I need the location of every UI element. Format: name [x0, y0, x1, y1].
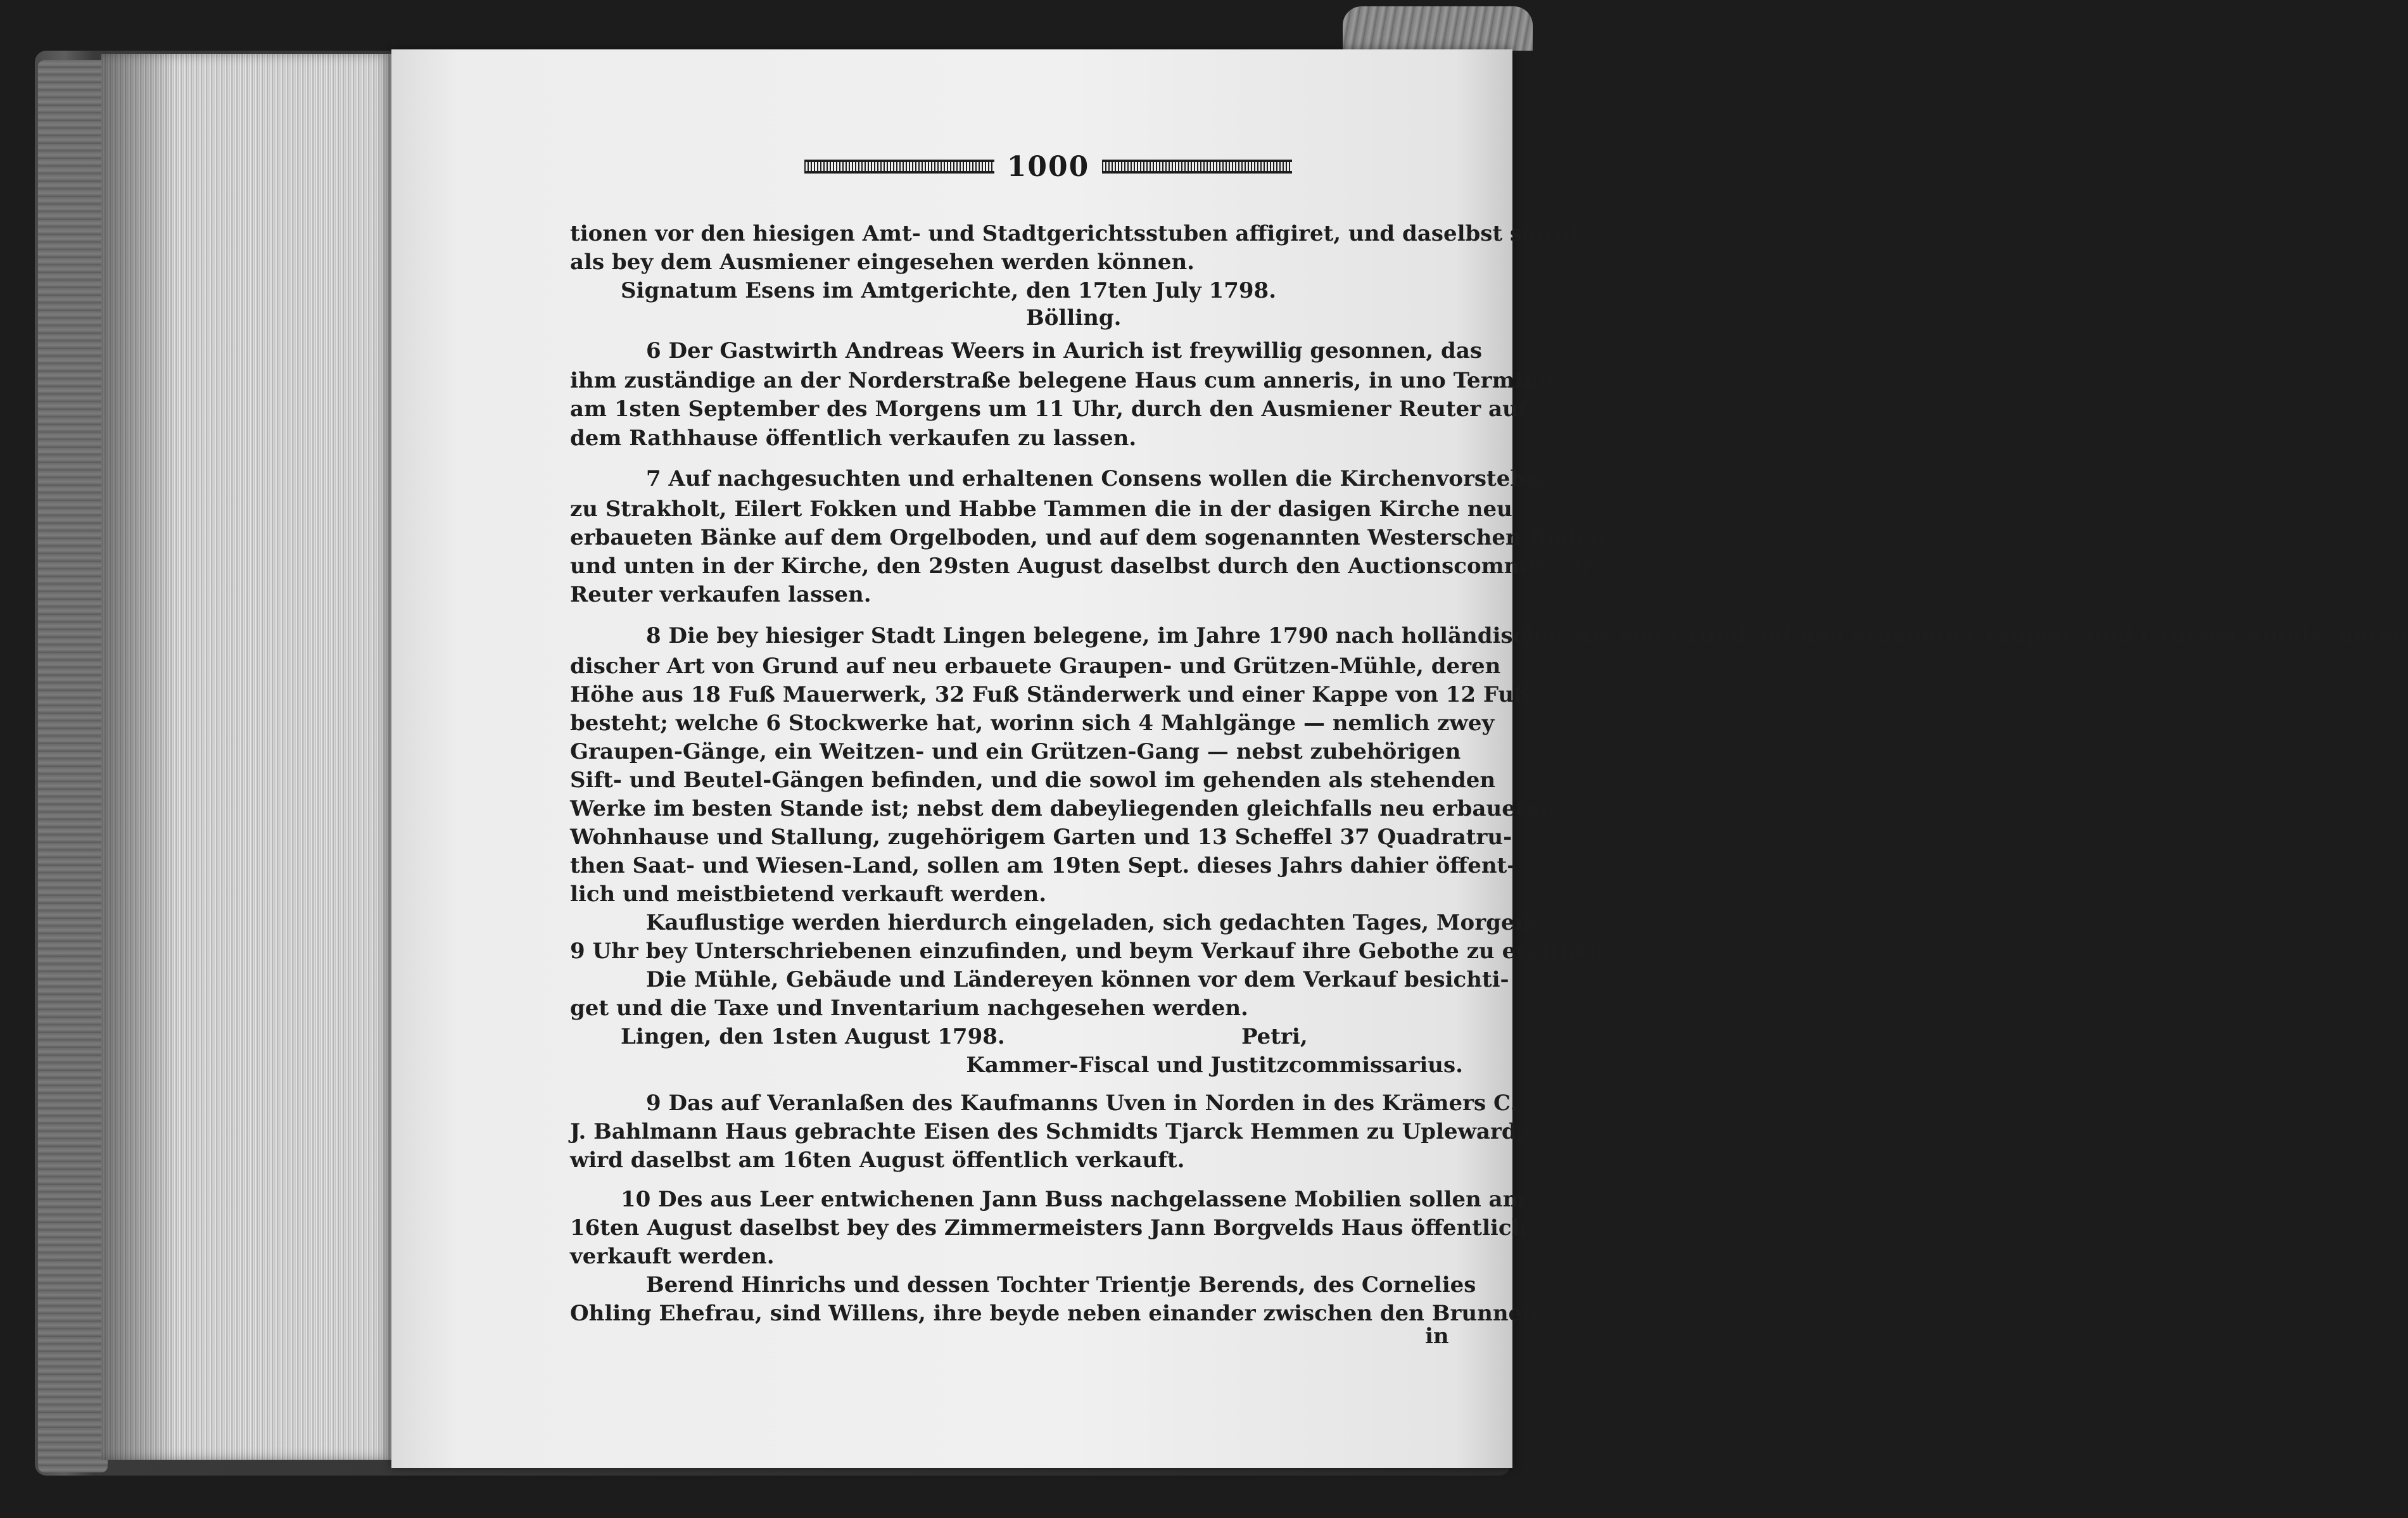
book-spine — [38, 60, 108, 1472]
text-line: 6 Der Gastwirth Andreas Weers in Aurich ist freywillig gesonnen, das — [646, 338, 1482, 364]
text-line: erbaueten Bänke auf dem Orgelboden, und auf dem sogenannten Westerschen Boden — [570, 525, 1606, 550]
text-line: wird daselbst am 16ten August öffentlich verkauft. — [570, 1148, 1185, 1173]
text-line: ihm zuständige an der Norderstraße belegene Haus cum anneris, in uno Termino — [570, 368, 1553, 393]
text-line: 8 Die bey hiesiger Stadt Lingen belegene, im Jahre 1790 nach holländischer Art von Grund auf neu erbauete Graupen- und Grützen-Mühle, deren — [646, 623, 2408, 648]
page-header — [804, 151, 1292, 182]
page-number: 1000 — [1006, 150, 1090, 183]
text-line: 7 Auf nachgesuchten und erhaltenen Consens wollen die Kirchenvorsteher — [646, 466, 1551, 491]
text-line: discher Art von Grund auf neu erbauete Graupen- und Grützen-Mühle, deren — [570, 654, 1501, 679]
text-line: lich und meistbietend verkauft werden. — [570, 882, 1047, 907]
text-line: then Saat- und Wiesen-Land, sollen am 19ten Sept. dieses Jahrs dahier öffent- — [570, 853, 1516, 878]
header-rule-left — [804, 160, 994, 174]
text-line: besteht; welche 6 Stockwerke hat, worinn sich 4 Mahlgänge — nemlich zwey — [570, 711, 1495, 736]
text-line: und unten in der Kirche, den 29sten August daselbst durch den Auctionscommissair — [570, 553, 1593, 579]
text-line: tionen vor den hiesigen Amt- und Stadtgerichtsstuben affigiret, und daselbst sowol — [570, 221, 1578, 246]
text-line: Reuter verkaufen lassen. — [570, 582, 871, 607]
text-line: 9 Das auf Veranlaßen des Kaufmanns Uven in Norden in des Krämers C. — [646, 1091, 1518, 1116]
text-line: Graupen-Gänge, ein Weitzen- und ein Grützen-Gang — nebst zubehörigen — [570, 739, 1461, 764]
signature-line: Petri, — [1241, 1024, 1308, 1049]
text-line: Ohling Ehefrau, sind Willens, ihre beyde neben einander zwischen den Brunnen — [570, 1301, 1538, 1326]
text-line: 10 Des aus Leer entwichenen Jann Buss nachgelassene Mobilien sollen am — [621, 1187, 1526, 1212]
place-date-line: Lingen, den 1sten August 1798. — [621, 1024, 1005, 1049]
text-line: get und die Taxe und Inventarium nachgesehen werden. — [570, 996, 1248, 1021]
text-line: als bey dem Ausmiener eingesehen werden können. — [570, 250, 1194, 275]
signature-title-line: Kammer-Fiscal und Justitzcommissarius. — [966, 1053, 1463, 1078]
text-line: J. Bahlmann Haus gebrachte Eisen des Schmidts Tjarck Hemmen zu Upleward, — [570, 1119, 1524, 1144]
text-line: am 1sten September des Morgens um 11 Uhr, durch den Ausmiener Reuter auf — [570, 396, 1528, 422]
bookmark-ribbon — [1343, 6, 1533, 51]
page-edges — [101, 54, 393, 1460]
text-line: Wohnhause und Stallung, zugehörigem Garten und 13 Scheffel 37 Quadratru- — [570, 825, 1512, 850]
text-line: Signatum Esens im Amtgerichte, den 17ten July 1798. — [621, 278, 1277, 303]
text-line: dem Rathhause öffentlich verkaufen zu lassen. — [570, 426, 1137, 451]
text-line: 9 Uhr bey Unterschriebenen einzufinden, und beym Verkauf ihre Gebothe zu eröffnen. — [570, 939, 1612, 964]
text-line: verkauft werden. — [570, 1244, 775, 1269]
text-line: Kauflustige werden hierdurch eingeladen, sich gedachten Tages, Morgens — [646, 910, 1543, 935]
text-line: Sift- und Beutel-Gängen befinden, und die sowol im gehenden als stehenden — [570, 768, 1496, 793]
signature-line: Bölling. — [1026, 305, 1122, 331]
text-line: 16ten August daselbst bey des Zimmermeisters Jann Borgvelds Haus öffentlich — [570, 1215, 1528, 1241]
text-line: Werke im besten Stande ist; nebst dem dabeyliegenden gleichfalls neu erbaueten — [570, 796, 1555, 821]
text-line: Die Mühle, Gebäude und Ländereyen können vor dem Verkauf besichti- — [646, 967, 1509, 992]
text-line: Höhe aus 18 Fuß Mauerwerk, 32 Fuß Ständerwerk und einer Kappe von 12 Fuß — [570, 682, 1530, 707]
text-line: zu Strakholt, Eilert Fokken und Habbe Tammen die in der dasigen Kirche neu — [570, 497, 1512, 522]
catchword: in — [1425, 1324, 1449, 1349]
header-rule-right — [1102, 160, 1292, 174]
text-line: Berend Hinrichs und dessen Tochter Trientje Berends, des Cornelies — [646, 1272, 1476, 1298]
